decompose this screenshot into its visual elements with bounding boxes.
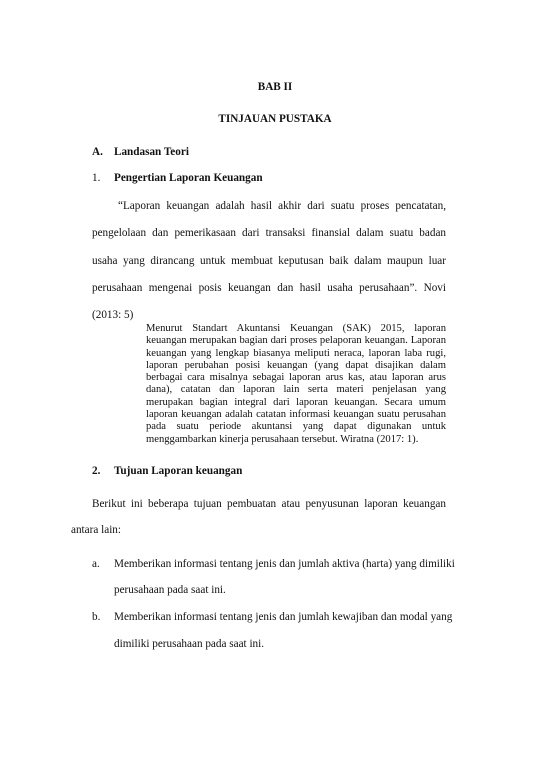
list-item-line: Memberikan informasi tentang jenis dan jumlah kewajiban dan modal yang	[114, 611, 453, 623]
para1-line: usaha yang dirancang untuk membuat keputusan baik dalam maupun luar	[92, 255, 446, 267]
intro-line: antara lain:	[71, 524, 122, 536]
para1-line: (2013: 5)	[92, 309, 134, 321]
section-a-marker: A.	[92, 146, 103, 158]
intro-line: Berikut ini beberapa tujuan pembuatan atau penyusunan laporan keuangan	[92, 498, 446, 510]
sub1-heading: Pengertian Laporan Keuangan	[114, 172, 263, 184]
list-item-marker: b.	[92, 611, 101, 623]
list-item-line: Memberikan informasi tentang jenis dan jumlah aktiva (harta) yang dimiliki	[114, 558, 455, 570]
list-item-line: dimiliki perusahaan pada saat ini.	[114, 638, 265, 650]
section-a-heading: Landasan Teori	[114, 146, 189, 158]
para1-line: pengelolaan dan pemerikasaan dari transaksi finansial dalam suatu badan	[92, 227, 446, 239]
para1-line: perusahaan mengenai posis keuangan dan hasil usaha perusahaan”. Novi	[92, 282, 446, 294]
block-quote: Menurut Standart Akuntansi Keuangan (SAK) 2015, laporan keuangan merupakan bagian dari proses pelaporan keuangan. Laporan keuangan yang lengkap biasanya meliputi neraca, laporan laba rugi, laporan perubahan posisi keuangan (yang dapat disajikan dalam berbagai cara misalnya sebagai laporan arus kas, atau laporan arus dana), catatan dan laporan lain serta materi penjelasan yang merupakan bagian integral dari laporan keuangan. Secara umum laporan keuangan adalah catatan informasi keuangan suatu perusahan pada suatu periode akuntansi yang dapat digunakan untuk menggambarkan kinerja perusahaan tersebut. Wiratna (2017: 1).	[146, 323, 446, 445]
para1-line: “Laporan keuangan adalah hasil akhir dari suatu proses pencatatan,	[118, 200, 446, 212]
page-title: TINJAUAN PUSTAKA	[218, 113, 332, 125]
sub2-marker: 2.	[92, 465, 101, 477]
sub2-heading: Tujuan Laporan keuangan	[114, 465, 243, 477]
list-item-line: perusahaan pada saat ini.	[114, 584, 226, 596]
list-item-marker: a.	[92, 558, 100, 570]
chapter-label: BAB II	[257, 81, 293, 93]
sub1-marker: 1.	[92, 172, 101, 184]
